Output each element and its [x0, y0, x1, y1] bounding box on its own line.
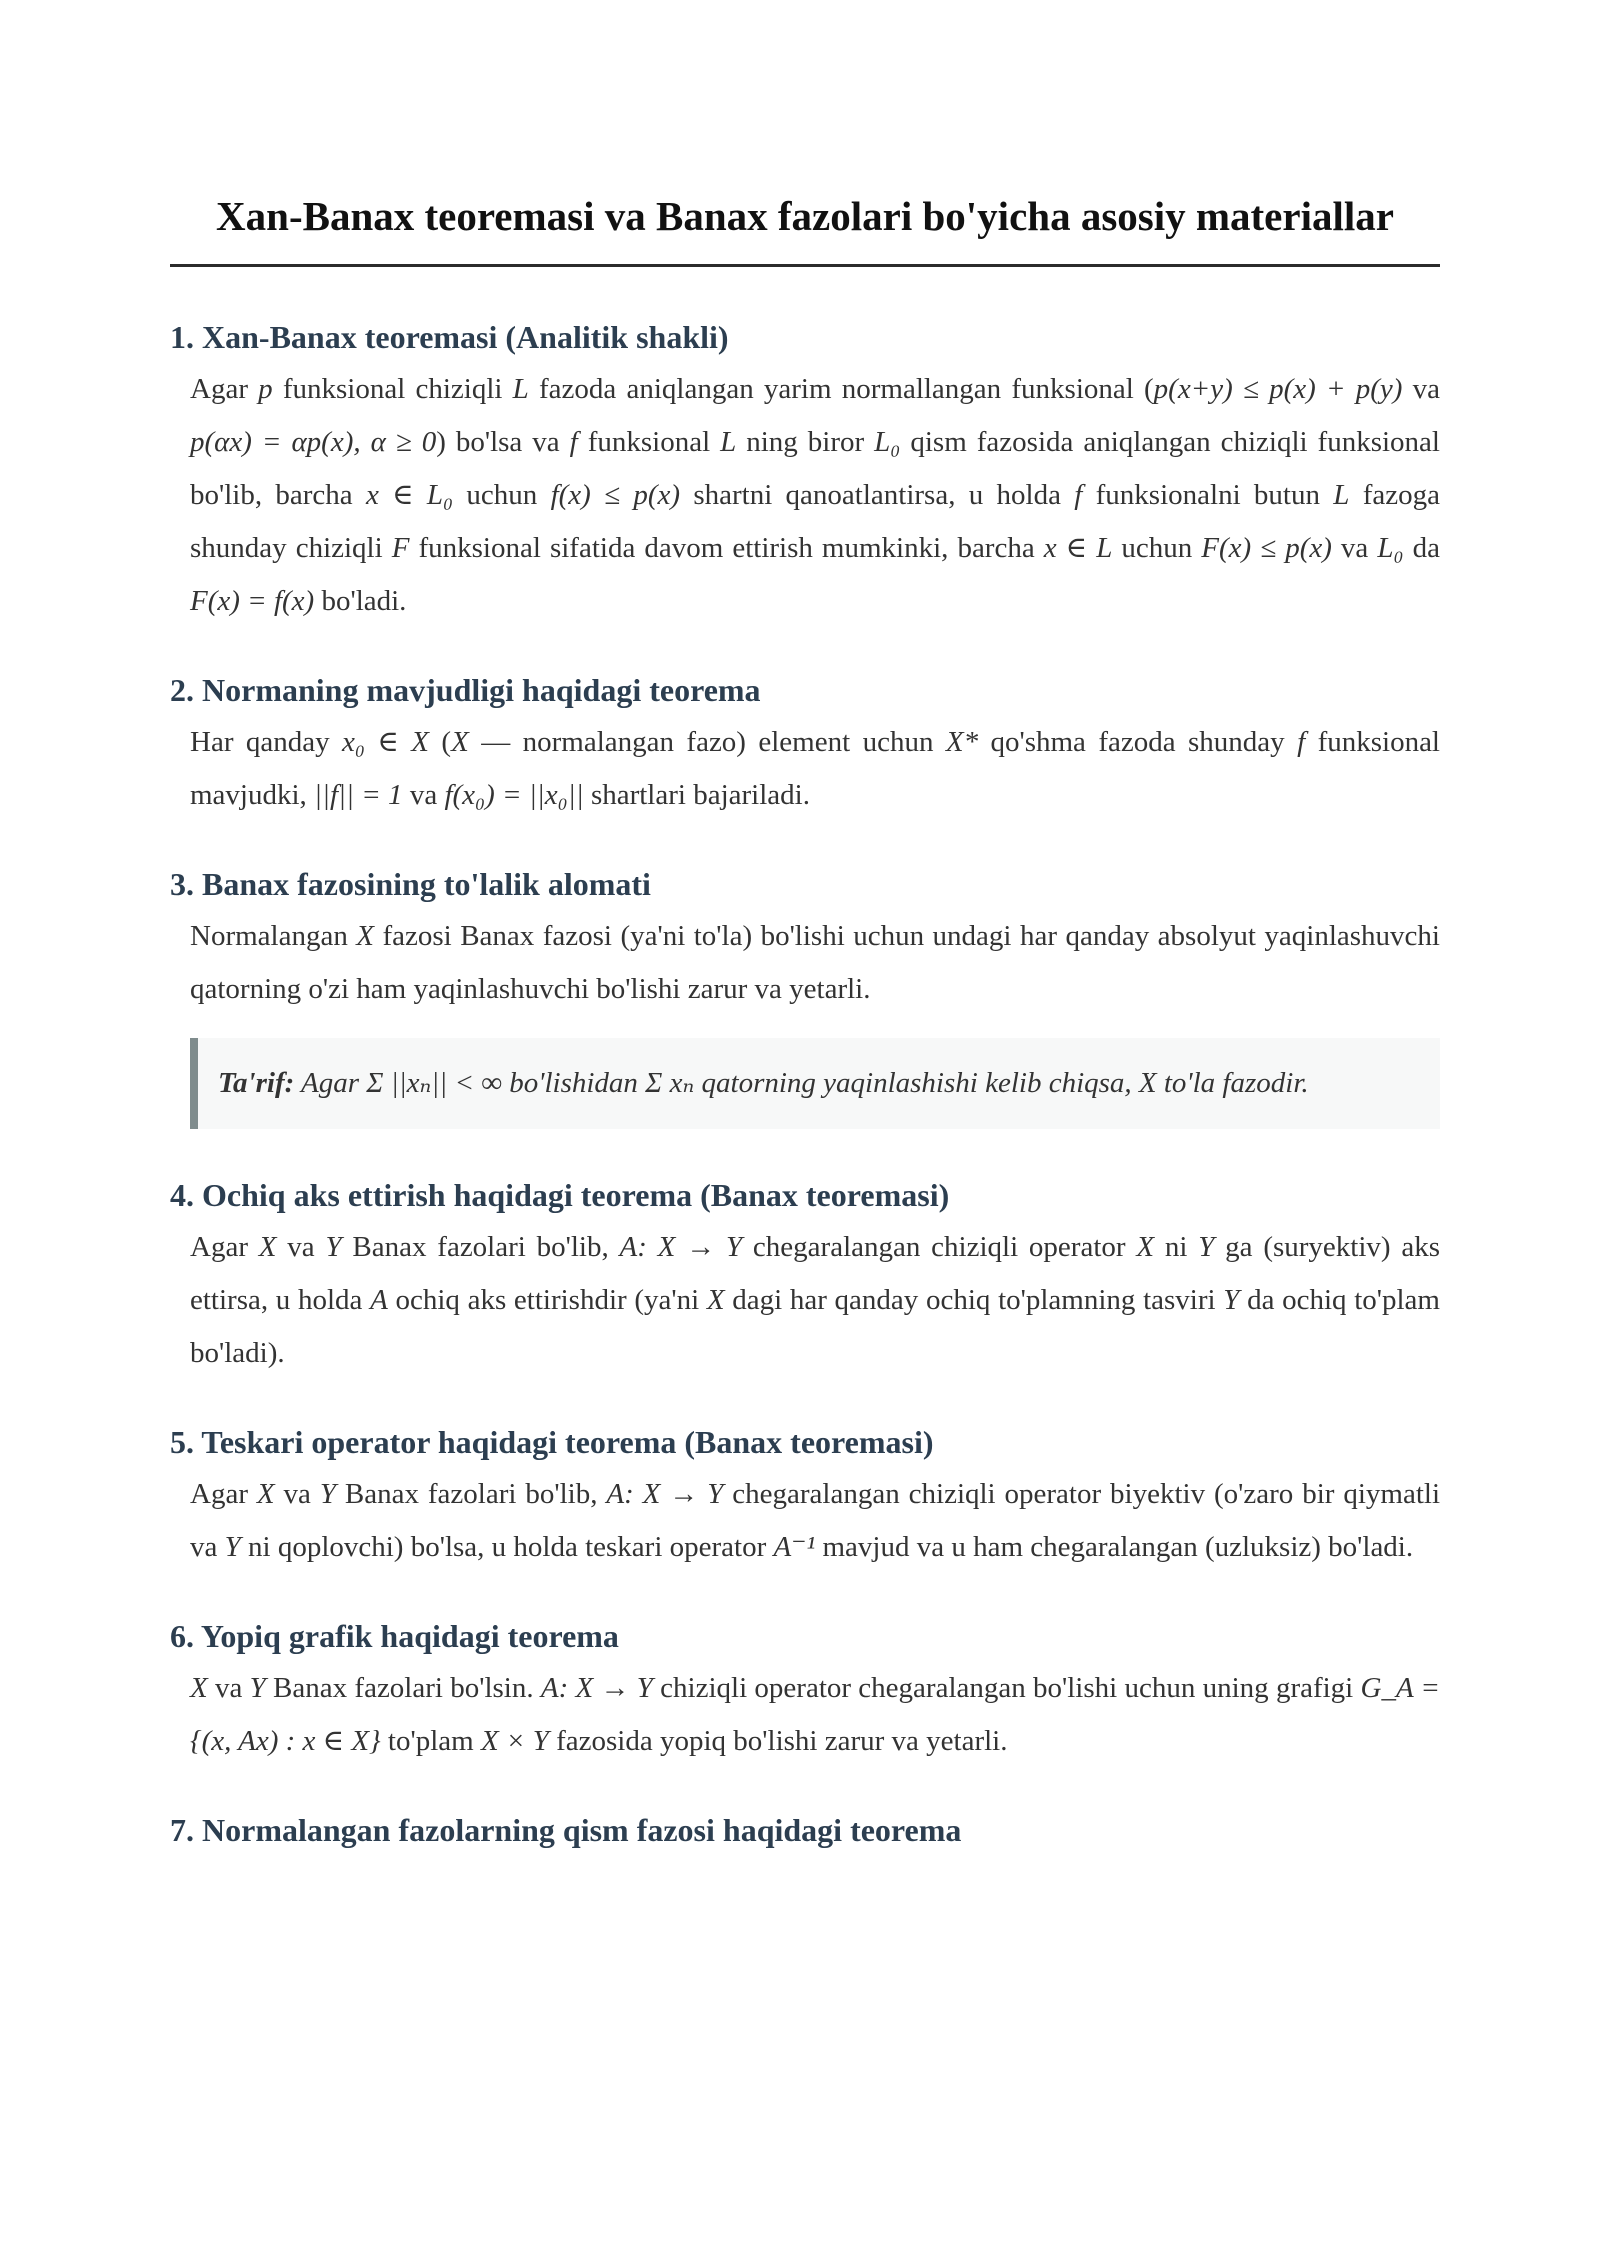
section-3-heading: 3. Banax fazosining to'lalik alomati: [170, 866, 651, 902]
title-divider: [170, 264, 1440, 267]
section-4-text: Agar X va Y Banax fazolari bo'lib, A: X → Y chegaralangan chiziqli operator X ni Y ga (suryektiv) aks ettirsa, u holda A ochiq aks ettirishdir (ya'ni X dagi har qanday ochiq to'plamning tasviri Y da ochiq to'plam bo'ladi).: [190, 1231, 1441, 1369]
section-6-heading: 6. Yopiq grafik haqidagi teorema: [170, 1618, 619, 1654]
section-6-text: X va Y Banax fazolari bo'lsin. A: X → Y chiziqli operator chegaralangan bo'lishi uchun uning grafigi G_A = {(x, Ax) : x ∈ X} to'plam X × Y fazosida yopiq bo'lishi zarur va yetarli.: [190, 1672, 1440, 1757]
section-2: [170, 670, 1440, 822]
document-page: [170, 0, 1440, 1850]
section-1: [170, 317, 1440, 628]
section-4: [170, 1175, 1440, 1380]
document-title: Xan-Banax teoremasi va Banax fazolari bo'yicha asosiy materiallar: [216, 193, 1394, 239]
section-3-text: Normalangan X fazosi Banax fazosi (ya'ni to'la) bo'lishi uchun undagi har qanday absolyut yaqinlashuvchi qatorning o'zi ham yaqinlashuvchi bo'lishi zarur va yetarli.: [190, 920, 1440, 1005]
section-6: [170, 1616, 1440, 1768]
section-5-text: Agar X va Y Banax fazolari bo'lib, A: X → Y chegaralangan chiziqli operator biyektiv (o'zaro bir qiymatli va Y ni qoplovchi) bo'lsa, u holda teskari operator A⁻¹ mavjud va u ham chegaralangan (uzluksiz) bo'ladi.: [190, 1478, 1441, 1563]
definition-note: [190, 1038, 1440, 1129]
section-7: [170, 1810, 1440, 1850]
section-5-heading: 5. Teskari operator haqidagi teorema (Banax teoremasi): [170, 1424, 934, 1460]
section-5: [170, 1422, 1440, 1574]
section-2-text: Har qanday x₀ ∈ X (X — normalangan fazo) element uchun X* qo'shma fazoda shunday f funksional mavjudki, ||f|| = 1 va f(x₀) = ||x₀|| shartlari bajariladi.: [190, 726, 1440, 811]
section-2-heading: 2. Normaning mavjudligi haqidagi teorema: [170, 672, 761, 708]
section-1-text: Agar p funksional chiziqli L fazoda aniqlangan yarim normallangan funksional (p(x+y) ≤ p(x) + p(y) va p(αx) = αp(x), α ≥ 0) bo'lsa va f funksional L ning biror L₀ qism fazosida aniqlangan chiziqli funksional bo'lib, barcha x ∈ L₀ uchun f(x) ≤ p(x) shartni qanoatlantirsa, u holda f funksionalni butun L fazoga shunday chiziqli F funksional sifatida davom ettirish mumkinki, barcha x ∈ L uchun F(x) ≤ p(x) va L₀ da F(x) = f(x) bo'ladi.: [190, 373, 1440, 617]
section-1-heading: 1. Xan-Banax teoremasi (Analitik shakli): [170, 319, 729, 355]
section-7-heading: 7. Normalangan fazolarning qism fazosi haqidagi teorema: [170, 1812, 962, 1848]
definition-label: Ta'rif:: [218, 1067, 295, 1099]
section-3: [170, 864, 1440, 1129]
definition-text: Agar Σ ||xₙ|| < ∞ bo'lishidan Σ xₙ qatorning yaqinlashishi kelib chiqsa, X to'la fazodir.: [294, 1067, 1309, 1099]
section-4-heading: 4. Ochiq aks ettirish haqidagi teorema (Banax teoremasi): [170, 1177, 950, 1213]
